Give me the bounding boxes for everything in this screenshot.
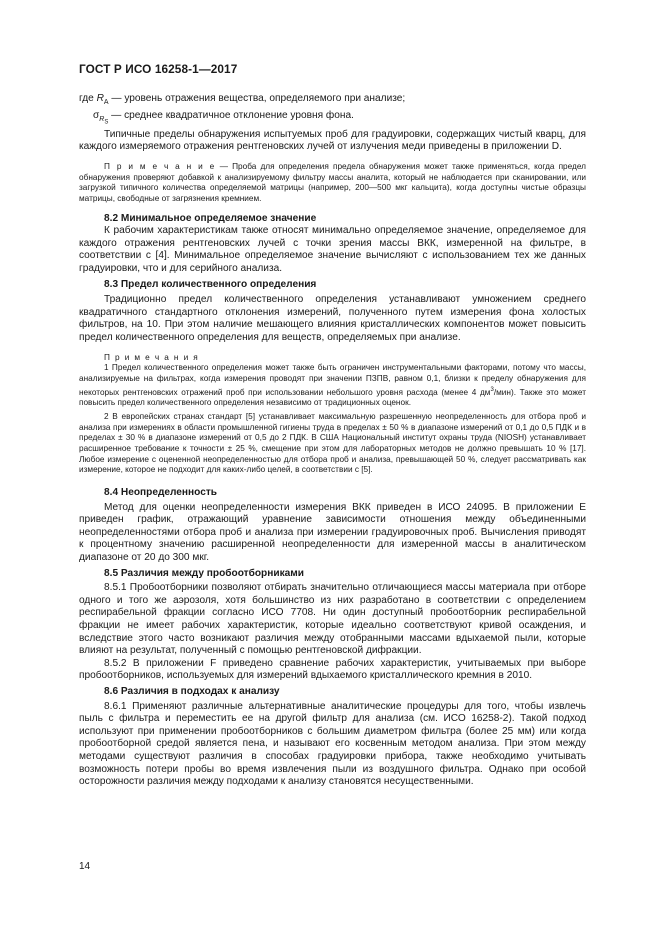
note-quantification-2: 2 В европейских странах стандарт [5] устанавливает максимальную разрешенную неопределенность для отбора проб и анализа при измерениях в области промышленной гигиены труда в пределах ± 50 % в диапазоне измерений от 0,1 до 0,5 ПДК и в пределах ± 30 % в диапазоне измерений от 0,5 до 2 ПДК. В США Национальный институт охраны труда (NIOSH) устанавливает расширенное требование к точности ± 25 %, смещение при этом для лабораторных методов не должно превышать 10 % [17]. Любое измерение с оцененной неопределенностью для отбора проб и анализа, превышающей 50 %, следует рассматривать как измерение, которое не подходит для каких-либо целей, в соответствии с [5]. — [79, 411, 586, 475]
section-8-3-text: Традиционно предел количественного определения устанавливают умножением среднего квадратичного стандартного отклонения измерений, полученного путем измерения фона холостых фильтров, на 10. При этом наличие мешающего влияния кристаллических компонентов может повысить предел количественного определения для веществ, определяемых при анализе. — [79, 294, 586, 343]
note-quantification-1: 1 Предел количественного определения может также быть ограничен инструментальными факторами, потому что массы, анализируемые на фильтрах, когда измерения проводят при значении ПЗПВ, равном 0,1, близки к пределу обнаружения для некоторых рентгеновских отражений проб при использовании небольшого уровня расхода (менее 4 $дм^3/мин$). Также это может повысить предел количественного определения независимо от традиционных оценок. — [79, 363, 586, 408]
paragraph-typical-limits: Типичные пределы обнаружения испытуемых проб для градуировки, содержащих чистый кварц, для каждого измеряемого отражения рентгеновских лучей от излучения меди приведены в приложении D. — [79, 128, 586, 153]
section-8-4-heading: 8.4 Неопределенность — [104, 487, 218, 499]
note-detection-limit: П р и м е ч а н и е — Проба для определения предела обнаружения может также применяться, когда предел обнаружения проверяют добавкой к анализируемому фильтру массы аналита, который не наблюдается при сканировании, или загрузкой типичного количества определяемой матрицы (например, 200—500 мкг кальцита), когда доступны чистые образцы матрицы, свободные от загрязнения кремнием. — [79, 161, 586, 203]
section-8-2-text: К рабочим характеристикам также относят минимально определяемое значение, определяемое для каждого отражения рентгеновских лучей с точки зрения массы ВКК, измеренной на фильтре, в соответствии с [4]. Минимальное определяемое значение вычисляют с использованием тех же данных градуировки, что и для серийного анализа. — [79, 225, 586, 275]
section-8-5-2-text: 8.5.2 В приложении F приведено сравнение рабочих характеристик, учитываемых при выборе пробоотборников, используемых для измерений вдыхаемого кристаллического кремния в 2010. — [79, 657, 586, 682]
section-8-6-1-text: 8.6.1 Применяют различные альтернативные аналитические процедуры для того, чтобы извлечь пыль с фильтра и переместить ее на другой фильтр для анализа (см. ИСО 16258-2). Такой подход используют при применении пробоотборников с большим диаметром фильтра (более 25 мм) или когда пробоотборной средой является пена, и называют его косвенным методом анализа. При этом между методами существуют различия в способах градуировки прибора, также необходимо учитывать возможность потери пробы во время извлечения пыли из воздушного фильтра. Однако при особой осторожности различия между подходами к анализу становятся несущественными. — [79, 700, 586, 788]
section-8-5-1-text: 8.5.1 Пробоотборники позволяют отбирать значительно отличающиеся массы материала при отборе одного и того же аэрозоля, хотя большинство из них разработано в соответствии с определением респирабельной фракции согласно ИСО 7708. Ни один доступный пробоотборник респирабельной фракции не имеет рабочих характеристик, которые идеально соответствуют кривой осаждения, и вследствие этого часто возникают различия между отобранными массами вдыхаемой пыли, которые влияют на результат, полученный с помощью рентгеновской дифракции. — [79, 582, 586, 657]
page-number: 14 — [79, 861, 91, 872]
section-8-3-heading: 8.3 Предел количественного определения — [104, 278, 317, 290]
document-header: ГОСТ Р ИСО 16258-1—2017 — [79, 62, 238, 76]
section-8-2-heading: 8.2 Минимальное определяемое значение — [104, 212, 317, 224]
section-8-5-heading: 8.5 Различия между пробоотборниками — [104, 567, 304, 579]
page-content — [79, 93, 586, 789]
notes-heading: П р и м е ч а н и я — [104, 352, 200, 362]
section-8-6-heading: 8.6 Различия в подходах к анализу — [104, 685, 280, 697]
definition-sigma: $\sigma_{R_S}$ — среднее квадратичное отклонение уровня фона. — [93, 109, 354, 126]
definition-ra: где $R_A$ — уровень отражения вещества, определяемого при анализе; — [79, 93, 406, 107]
section-8-4-text: Метод для оценки неопределенности измерения ВКК приведен в ИСО 24095. В приложении Е приведен график, отражающий уравнение зависимости отношения между объединенными неопределенностями отбора проб и анализа при измерении градуировочных проб. Вычисления приводят к процентному значению расширенной неопределенности для измеренной массы в аналитическом диапазоне от 20 до 300 мкг. — [79, 501, 586, 564]
